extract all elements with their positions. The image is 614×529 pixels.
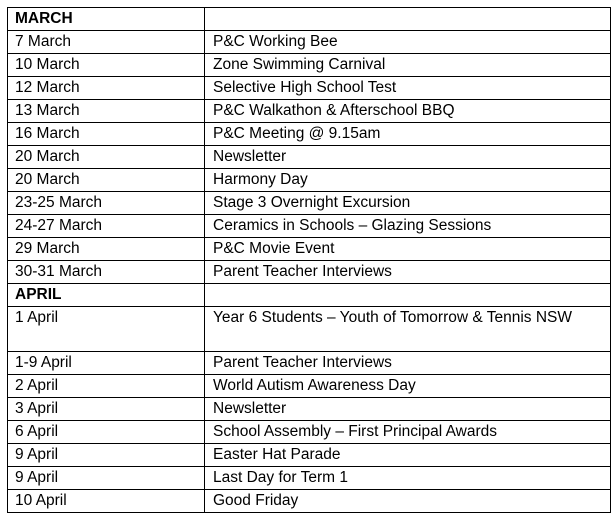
event-date: 3 April bbox=[8, 398, 205, 421]
event-row bbox=[8, 352, 611, 375]
events-table bbox=[7, 7, 611, 513]
event-name: World Autism Awareness Day bbox=[205, 375, 611, 398]
event-name: Newsletter bbox=[205, 146, 611, 169]
event-date: 9 April bbox=[8, 467, 205, 490]
event-row bbox=[8, 192, 611, 215]
event-name: Zone Swimming Carnival bbox=[205, 54, 611, 77]
event-name: Stage 3 Overnight Excursion bbox=[205, 192, 611, 215]
event-date: 20 March bbox=[8, 146, 205, 169]
event-name: Harmony Day bbox=[205, 169, 611, 192]
event-name: P&C Walkathon & Afterschool BBQ bbox=[205, 100, 611, 123]
event-name: Last Day for Term 1 bbox=[205, 467, 611, 490]
event-date: 13 March bbox=[8, 100, 205, 123]
event-date: 1 April bbox=[8, 307, 205, 352]
event-name: P&C Working Bee bbox=[205, 31, 611, 54]
month-header-row bbox=[8, 8, 611, 31]
event-row bbox=[8, 444, 611, 467]
event-row bbox=[8, 123, 611, 146]
event-name: Ceramics in Schools – Glazing Sessions bbox=[205, 215, 611, 238]
event-name: Newsletter bbox=[205, 398, 611, 421]
event-date: 6 April bbox=[8, 421, 205, 444]
month-heading-blank bbox=[205, 284, 611, 307]
event-name: School Assembly – First Principal Awards bbox=[205, 421, 611, 444]
event-name: Parent Teacher Interviews bbox=[205, 352, 611, 375]
event-name: Parent Teacher Interviews bbox=[205, 261, 611, 284]
event-row bbox=[8, 215, 611, 238]
event-date: 20 March bbox=[8, 169, 205, 192]
event-name: Selective High School Test bbox=[205, 77, 611, 100]
event-row bbox=[8, 146, 611, 169]
event-name: Year 6 Students – Youth of Tomorrow & Tennis NSW bbox=[205, 307, 611, 352]
event-row bbox=[8, 490, 611, 513]
event-date: 10 April bbox=[8, 490, 205, 513]
event-row bbox=[8, 31, 611, 54]
month-heading: APRIL bbox=[8, 284, 205, 307]
event-date: 9 April bbox=[8, 444, 205, 467]
event-row bbox=[8, 261, 611, 284]
event-row bbox=[8, 375, 611, 398]
event-date: 2 April bbox=[8, 375, 205, 398]
event-date: 24-27 March bbox=[8, 215, 205, 238]
month-heading: MARCH bbox=[8, 8, 205, 31]
event-date: 1-9 April bbox=[8, 352, 205, 375]
event-date: 30-31 March bbox=[8, 261, 205, 284]
event-row bbox=[8, 467, 611, 490]
event-date: 23-25 March bbox=[8, 192, 205, 215]
events-table-body bbox=[8, 8, 611, 513]
event-date: 7 March bbox=[8, 31, 205, 54]
event-row bbox=[8, 100, 611, 123]
event-row bbox=[8, 398, 611, 421]
event-row bbox=[8, 421, 611, 444]
event-date: 12 March bbox=[8, 77, 205, 100]
event-row bbox=[8, 307, 611, 352]
event-date: 29 March bbox=[8, 238, 205, 261]
event-name: Good Friday bbox=[205, 490, 611, 513]
event-date: 10 March bbox=[8, 54, 205, 77]
event-row bbox=[8, 238, 611, 261]
month-heading-blank bbox=[205, 8, 611, 31]
event-name: P&C Meeting @ 9.15am bbox=[205, 123, 611, 146]
event-date: 16 March bbox=[8, 123, 205, 146]
event-name: P&C Movie Event bbox=[205, 238, 611, 261]
event-row bbox=[8, 169, 611, 192]
event-name: Easter Hat Parade bbox=[205, 444, 611, 467]
event-row bbox=[8, 77, 611, 100]
event-row bbox=[8, 54, 611, 77]
month-header-row bbox=[8, 284, 611, 307]
